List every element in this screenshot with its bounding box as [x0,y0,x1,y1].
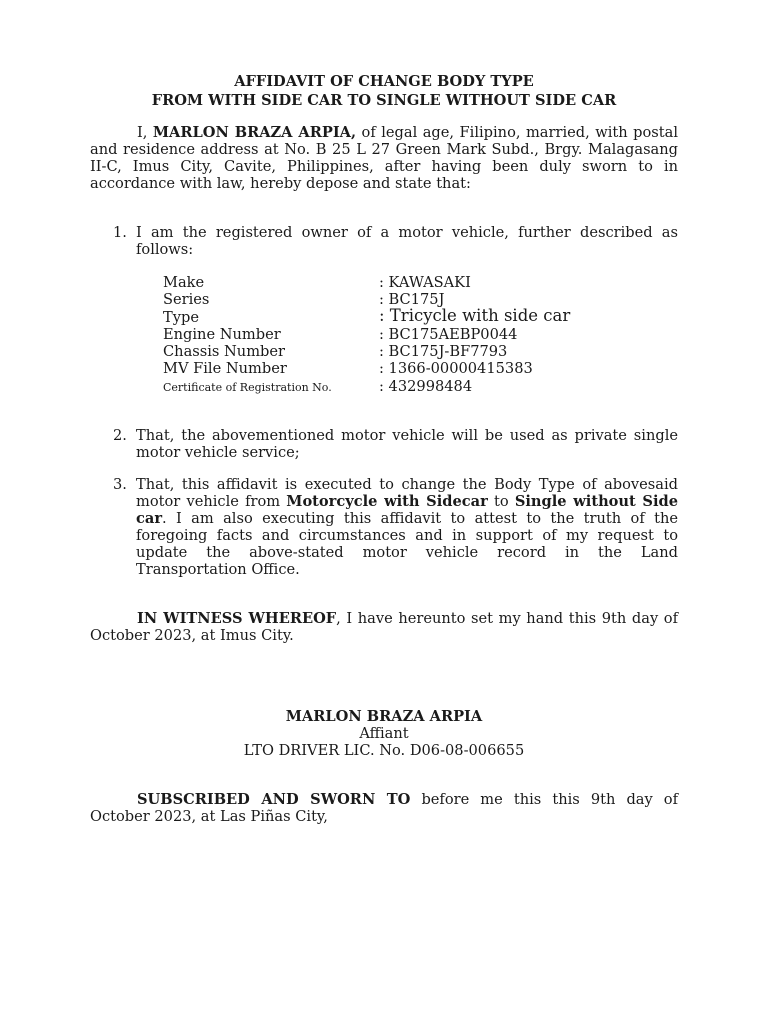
item-text-part: to [487,493,515,510]
intro-rest: of legal age, Filipino, married, with postal and residence address at No. B 25 L 27 Green Mark Subd., Brgy. Malagasang II-C, Imus City, Cavite, Philippines, after having been duly sworn to in accordance with law, hereby depose and state that: [90,124,678,192]
spec-value: : 432998484 [379,377,473,395]
spec-value: : BC175AEBP0044 [379,325,518,343]
witness-text: , I have hereunto set my hand this 9th day of October 2023, at Imus City. [90,610,678,644]
intro-prefix: I, [137,124,153,141]
body-type-from: Motorcycle with Sidecar [286,493,488,510]
spec-row-mv-file [163,360,643,377]
subscribed-paragraph [90,791,678,825]
signatory-role: Affiant [359,725,409,742]
item-text [136,476,678,578]
title-line-2: FROM WITH SIDE CAR TO SINGLE WITHOUT SIDE CAR [151,92,617,109]
affiant-name-inline: MARLON BRAZA ARPIA, [152,124,357,141]
spec-row-make [163,274,643,291]
subscribed-heading: SUBSCRIBED AND SWORN TO [137,791,411,808]
spec-value: : BC175J [379,291,445,309]
spec-label: Series [163,291,210,309]
spec-value: : Tricycle with side car [379,305,571,325]
spec-row-type [163,305,643,326]
driver-license: LTO DRIVER LIC. No. D06-08-006655 [243,742,525,759]
item-number: 2. [113,427,127,444]
item-text-part: That, this affidavit is executed to change the Body Type of abovesaid motor vehicle from [136,476,678,510]
witness-paragraph [90,610,678,644]
body-type-to: Single without Side car [136,493,678,527]
item-text: That, the abovementioned motor vehicle will be used as private single motor vehicle service; [136,427,678,461]
spec-value: : 1366-00000415383 [379,360,533,378]
spec-row-registration [163,378,643,395]
spec-value: : KAWASAKI [379,274,471,291]
spec-label: Engine Number [163,325,281,343]
spec-value: : BC175J-BF7793 [379,343,508,361]
vehicle-details [163,274,643,395]
spec-label: Chassis Number [163,343,286,361]
item-3 [113,476,678,578]
spec-label: Type [163,308,199,326]
spec-label: Make [163,274,205,291]
intro-paragraph [90,124,678,192]
item-2 [113,427,678,461]
signatory-name: MARLON BRAZA ARPIA [285,708,483,725]
witness-heading: IN WITNESS WHEREOF [137,610,337,627]
spec-row-chassis [163,343,643,360]
item-text: I am the registered owner of a motor vehicle, further described as follows: [136,224,678,258]
item-text-part: . I am also executing this affidavit to attest to the truth of the foregoing facts and circumstances and in support of my request to update the above-stated motor vehicle record in the Land Transportation Office. [136,510,678,578]
title-line-1: AFFIDAVIT OF CHANGE BODY TYPE [234,73,534,90]
spec-label: Certificate of Registration No. [163,380,332,394]
item-1 [113,224,678,258]
subscribed-text: before me this this 9th day of October 2023, at Las Piñas City, [90,791,678,825]
item-number: 1. [113,224,127,241]
item-number: 3. [113,476,127,493]
spec-label: MV File Number [163,360,287,378]
spec-row-engine [163,326,643,343]
